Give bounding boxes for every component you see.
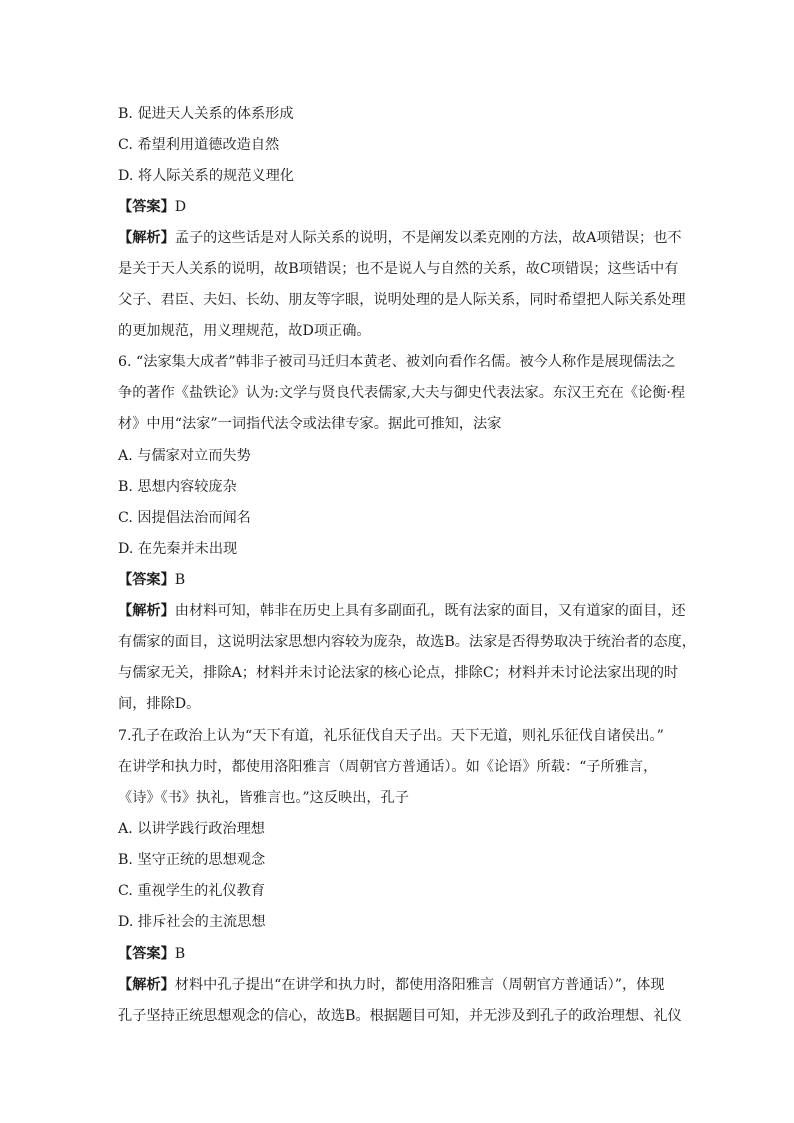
analysis-text: 材料中孔子提出“在讲学和执力时，都使用洛阳雅言（周朝官方普通话）”，体现 xyxy=(174,977,665,993)
q5-answer xyxy=(118,197,688,217)
q5-analysis-line-3: 父子、君臣、夫妇、长幼、朋友等字眼，说明处理的是人际关系，同时希望把人际关系处理 xyxy=(118,292,686,308)
q6-analysis-line-2: 有儒家的面目，这说明法家思想内容较为庞杂，故选B。法家是否得势取决于统治者的态度， xyxy=(118,634,696,650)
q6-stem-line-2: 争的著作《盐铁论》认为:文学与贤良代表儒家,大夫与御史代表法家。东汉王充在《论衡·程 xyxy=(118,385,686,401)
q6-option-d: D. 在先秦并未出现 xyxy=(118,541,238,557)
q7-option-a: A. 以讲学践行政治理想 xyxy=(118,821,265,837)
q6-analysis-line-4: 间，排除D。 xyxy=(118,696,201,712)
q5-option-c: C. 希望利用道德改造自然 xyxy=(118,137,280,153)
q7-stem-line-1: 7.孔子在政治上认为“天下有道，礼乐征伐自天子出。天下无道，则礼乐征伐自诸侯出。” xyxy=(118,728,664,744)
q7-answer xyxy=(118,944,688,964)
analysis-label: 【解析】 xyxy=(118,977,175,993)
q7-analysis-line-1 xyxy=(118,975,688,995)
q6-option-b: B. 思想内容较庞杂 xyxy=(118,479,237,495)
q6-option-a: A. 与儒家对立而失势 xyxy=(118,448,251,464)
q6-stem-line-3: 材》中用“法家”一词指代法令或法律专家。据此可推知，法家 xyxy=(118,416,502,432)
answer-value: D xyxy=(174,199,187,215)
answer-value: B xyxy=(174,572,186,588)
q7-stem-line-2: 在讲学和执力时，都使用洛阳雅言（周朝官方普通话）。如《论语》所载：“子所雅言， xyxy=(118,759,658,775)
q6-stem-line-1: 6. “法家集大成者”韩非子被司马迁归本黄老、被刘向看作名儒。被今人称作是展现儒法之 xyxy=(118,354,676,370)
q6-answer xyxy=(118,570,688,590)
q6-analysis-line-3: 与儒家无关，排除A；材料并未讨论法家的核心论点，排除C；材料并未讨论法家出现的时 xyxy=(118,665,679,681)
q5-option-d: D. 将人际关系的规范义理化 xyxy=(118,168,294,184)
q7-option-c: C. 重视学生的礼仪教育 xyxy=(118,883,266,899)
analysis-label: 【解析】 xyxy=(118,230,175,246)
q7-option-b: B. 坚守正统的思想观念 xyxy=(118,852,266,868)
answer-value: B xyxy=(174,946,186,962)
q5-analysis-line-1 xyxy=(118,228,688,248)
q6-analysis-line-1 xyxy=(118,601,688,621)
q7-stem-line-3: 《诗》《书》执礼，皆雅言也。”这反映出，孔子 xyxy=(118,790,409,806)
analysis-text: 孟子的这些话是对人际关系的说明，不是阐发以柔克刚的方法，故A项错误；也不 xyxy=(174,230,682,246)
q5-option-b: B. 促进天人关系的体系形成 xyxy=(118,106,294,122)
q7-option-d: D. 排斥社会的主流思想 xyxy=(118,914,266,930)
q5-analysis-line-4: 的更加规范，用义理规范，故D项正确。 xyxy=(118,323,371,339)
answer-label: 【答案】 xyxy=(118,199,175,215)
analysis-label: 【解析】 xyxy=(118,603,175,619)
answer-label: 【答案】 xyxy=(118,572,175,588)
answer-label: 【答案】 xyxy=(118,946,175,962)
analysis-text: 由材料可知，韩非在历史上具有多副面孔，既有法家的面目，又有道家的面目，还 xyxy=(174,603,686,619)
q6-option-c: C. 因提倡法治而闻名 xyxy=(118,510,251,526)
q5-analysis-line-2: 是关于天人关系的说明，故B项错误；也不是说人与自然的关系，故C项错误；这些话中有 xyxy=(118,261,679,277)
q7-analysis-line-2: 孔子坚持正统思想观念的信心，故选B。根据题目可知，并无涉及到孔子的政治理想、礼仪 xyxy=(118,1008,682,1024)
